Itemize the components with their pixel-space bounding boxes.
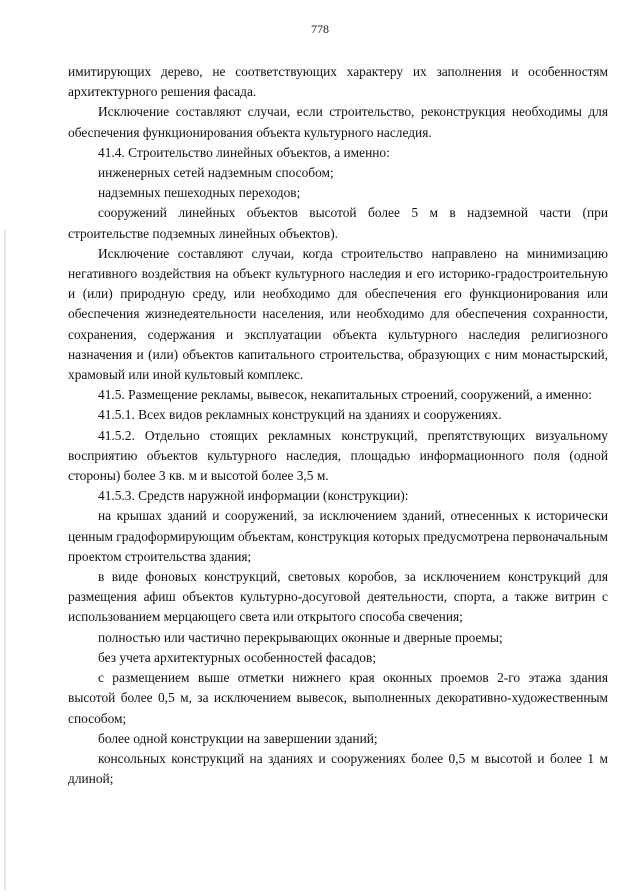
paragraph-exception-2: Исключение составляют случаи, когда строительство направлено на минимизацию негативного воздействия на объект культурного наследия и его историко-градостроительную и (или) природную среду, или необходимо для обеспечения его функционирования или обеспечения жизнедеятельности населения, или необходимо для обеспечения сохранности, сохранения, содержания и эксплуатации объекта культурного наследия религиозного назначения и (или) объектов капитального строительства, образующих с ним монастырский, храмовый или иной культовый комплекс. [68, 245, 608, 383]
list-item-pedestrian-crossings: надземных пешеходных переходов; [98, 185, 301, 201]
scan-edge-shadow [4, 230, 6, 890]
paragraph-41-4: 41.4. Строительство линейных объектов, а именно: [98, 144, 390, 160]
paragraph-41-5: 41.5. Размещение рекламы, вывесок, некапитальных строений, сооружений, а именно: [98, 387, 592, 403]
list-item-roofs: на крышах зданий и сооружений, за исключением зданий, отнесенных к исторически ценным градоформирующим объектам, конструкция которых предусмотрена первоначальным проектом строительства здания; [68, 508, 608, 564]
list-item-linear-structures: сооружений линейных объектов высотой более 5 м в надземной части (при строительстве подземных линейных объектов). [68, 205, 608, 241]
list-item-building-top: более одной конструкции на завершении зданий; [98, 730, 378, 746]
document-body [68, 62, 608, 789]
paragraph-continuation: имитирующих дерево, не соответствующих характеру их заполнения и особенностям архитектурного решения фасада. [68, 64, 608, 100]
list-item-second-floor: с размещением выше отметки нижнего края оконных проемов 2-го этажа здания высотой более 0,5 м, за исключением вывесок, выполненных декоративно-художественным способом; [68, 670, 608, 726]
paragraph-41-5-1: 41.5.1. Всех видов рекламных конструкций на зданиях и сооружениях. [98, 407, 502, 423]
list-item-engineering-networks: инженерных сетей надземным способом; [98, 165, 334, 181]
list-item-facade-features: без учета архитектурных особенностей фасадов; [98, 649, 377, 665]
list-item-background-constructions: в виде фоновых конструкций, световых коробов, за исключением конструкций для размещения афиш объектов культурно-досуговой деятельности, спорта, а также витрин с использованием мерцающего света или открытого способа свечения; [68, 569, 608, 625]
paragraph-41-5-2: 41.5.2. Отдельно стоящих рекламных конструкций, препятствующих визуальному восприятию объектов культурного наследия, площадью информационного поля (одной стороны) более 3 кв. м и высотой более 3,5 м. [68, 427, 608, 484]
list-item-window-openings: полностью или частично перекрывающих оконные и дверные проемы; [98, 629, 503, 645]
list-item-console-constructions: консольных конструкций на зданиях и сооружениях более 0,5 м высотой и более 1 м длиной; [68, 750, 608, 787]
page-number: 778 [311, 22, 329, 36]
paragraph-41-5-3: 41.5.3. Средств наружной информации (конструкции): [98, 488, 409, 504]
paragraph-exception-1: Исключение составляют случаи, если строительство, реконструкция необходимы для обеспечения функционирования объекта культурного наследия. [68, 104, 608, 140]
